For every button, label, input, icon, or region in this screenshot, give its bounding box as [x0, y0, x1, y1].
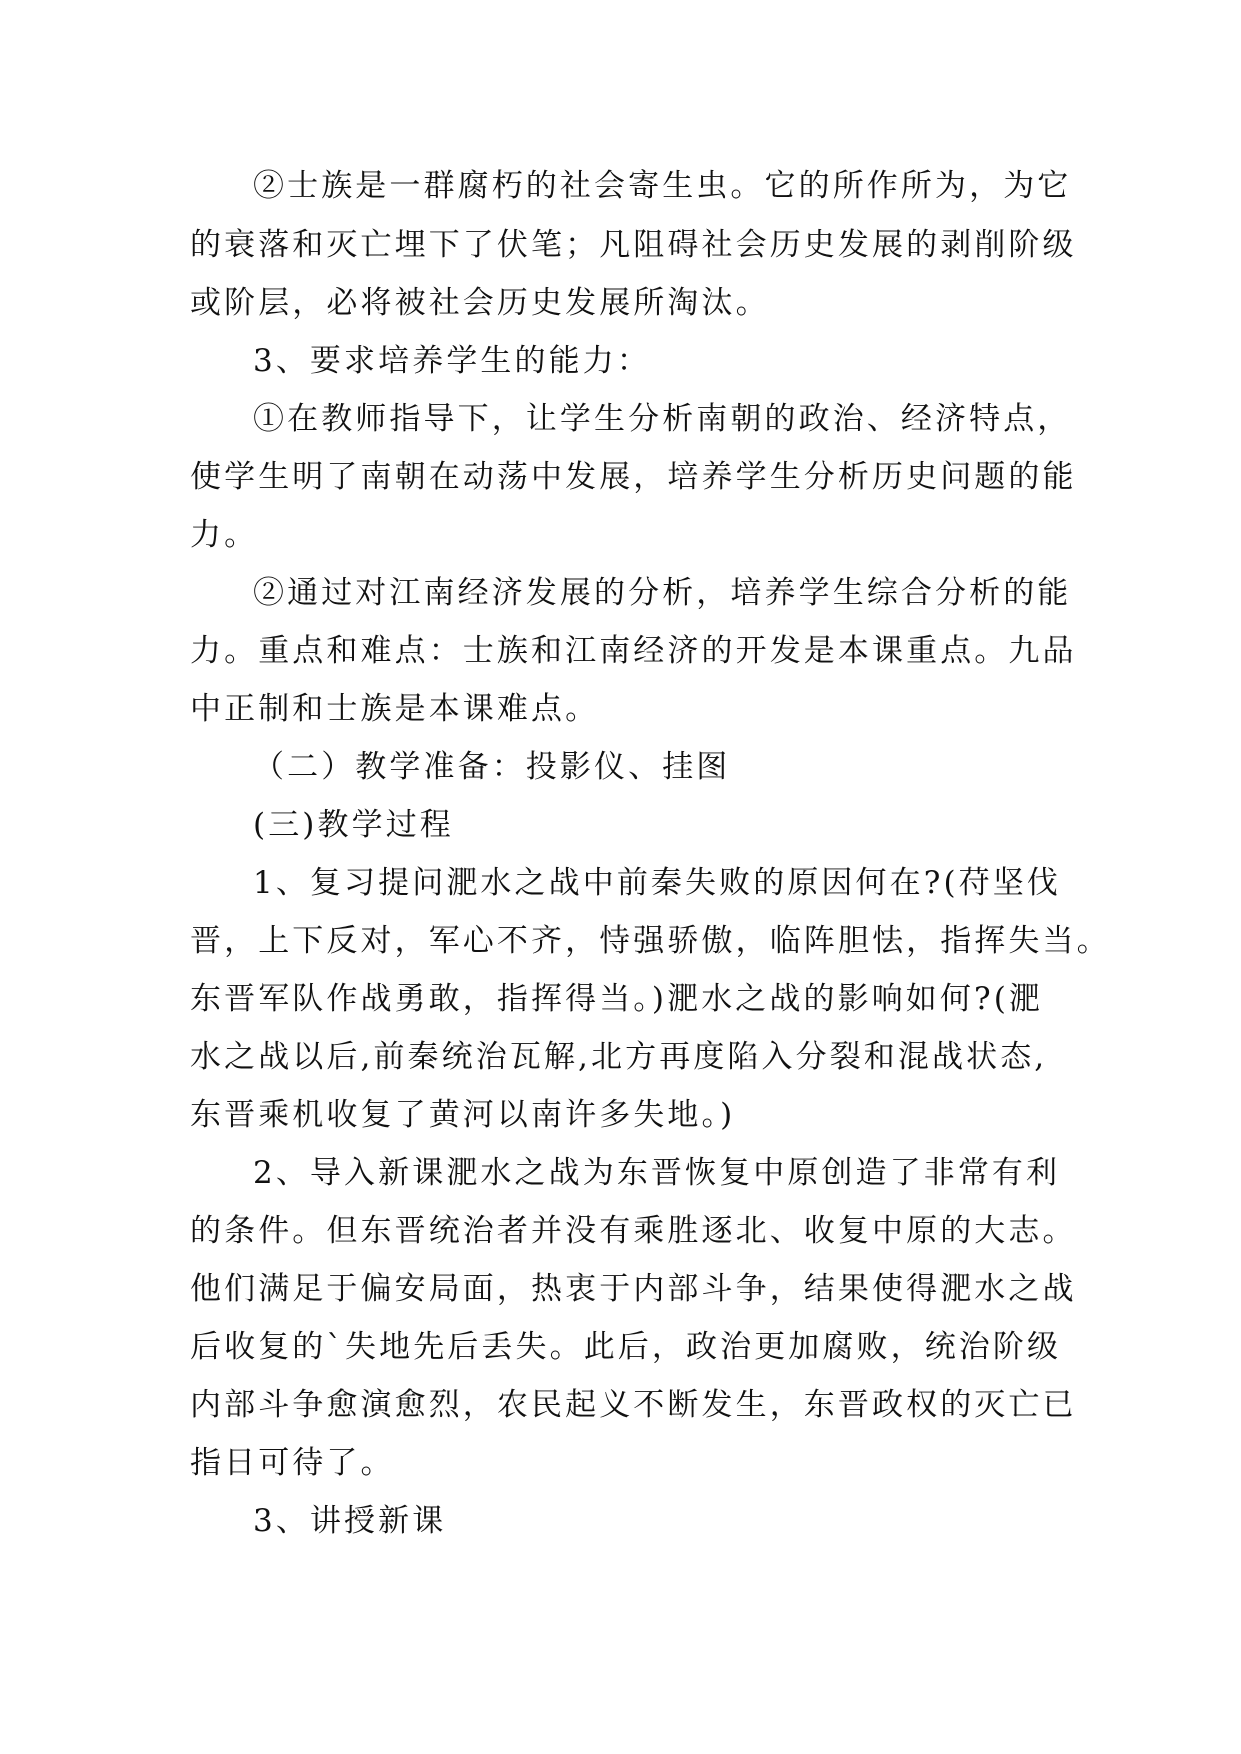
text-line: 力。重点和难点：士族和江南经济的开发是本课重点。九品 [190, 633, 1077, 669]
text-line: 3、要求培养学生的能力： [253, 343, 651, 379]
text-line: ①在教师指导下，让学生分析南朝的政治、经济特点， [253, 401, 1072, 437]
text-line: 中正制和士族是本课难点。 [190, 691, 600, 727]
text-line: 力。 [190, 517, 259, 553]
text-line: ②士族是一群腐朽的社会寄生虫。它的所作所为，为它 [253, 168, 1072, 204]
text-line: 使学生明了南朝在动荡中发展，培养学生分析历史问题的能 [190, 459, 1077, 495]
text-line: (三)教学过程 [253, 807, 454, 843]
text-line: 后收复的`失地先后丢失。此后，政治更加腐败，统治阶级 [190, 1329, 1062, 1365]
text-line: 或阶层，必将被社会历史发展所淘汰。 [190, 285, 770, 321]
text-line: 东晋军队作战勇敢，指挥得当。)淝水之战的影响如何?(淝 [190, 981, 1044, 1017]
text-line: 东晋乘机收复了黄河以南许多失地。) [190, 1097, 736, 1133]
text-line: 内部斗争愈演愈烈，农民起义不断发生，东晋政权的灭亡已 [190, 1387, 1077, 1423]
text-line: ②通过对江南经济发展的分析，培养学生综合分析的能 [253, 575, 1072, 611]
text-line: 他们满足于偏安局面，热衷于内部斗争，结果使得淝水之战 [190, 1271, 1077, 1307]
text-line: （二）教学准备：投影仪、挂图 [253, 749, 731, 785]
text-line: 水之战以后,前秦统治瓦解,北方再度陷入分裂和混战状态, [190, 1039, 1048, 1075]
text-line: 3、讲授新课 [253, 1503, 447, 1539]
text-line: 晋，上下反对，军心不齐，恃强骄傲，临阵胆怯，指挥失当。 [190, 923, 1111, 959]
text-line: 2、导入新课淝水之战为东晋恢复中原创造了非常有利 [253, 1155, 1061, 1191]
text-line: 的条件。但东晋统治者并没有乘胜逐北、收复中原的大志。 [190, 1213, 1077, 1249]
text-line: 1、复习提问淝水之战中前秦失败的原因何在?(苻坚伐 [253, 865, 1061, 901]
text-line: 的衰落和灭亡埋下了伏笔；凡阻碍社会历史发展的剥削阶级 [190, 227, 1077, 263]
text-line: 指日可待了。 [190, 1445, 395, 1481]
